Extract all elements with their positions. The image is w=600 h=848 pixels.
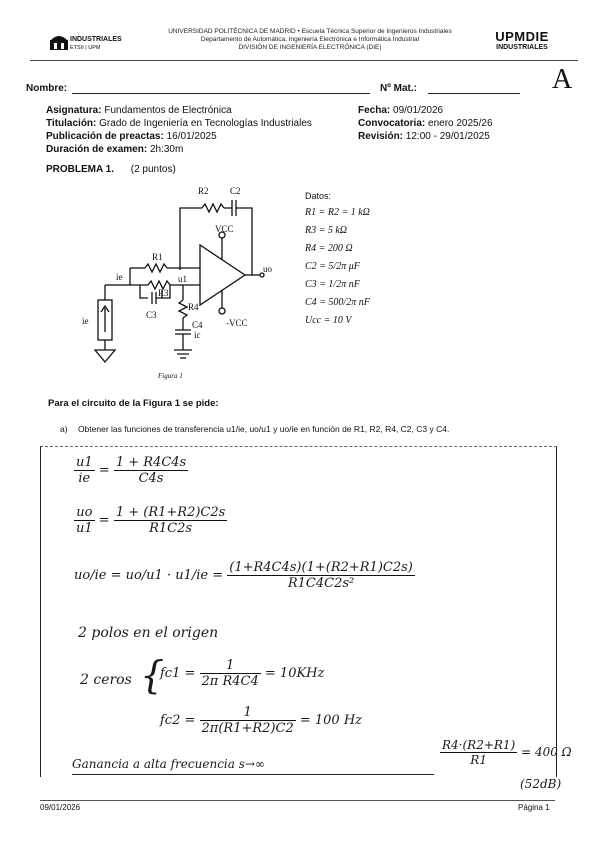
item-a-prefix: a) <box>60 424 68 434</box>
eq1-lhs-den: ie <box>78 471 91 486</box>
exam-info-right <box>358 104 578 143</box>
gain-underline <box>72 774 434 775</box>
fc1-den: 2π R4C4 <box>201 674 259 689</box>
dato-r4: R4 = 200 Ω <box>305 243 353 254</box>
answer-eq3 <box>74 560 415 591</box>
dato-c3: C3 = 1/2π nF <box>305 279 360 290</box>
question-intro: Para el circuito de la Figura 1 se pide: <box>48 398 219 409</box>
eq3-lhs: uo/ie = uo/u1 · u1/ie = <box>74 568 224 583</box>
logo-right-main: UPMDIE <box>495 29 549 44</box>
fc1-value: = 10KHz <box>264 666 325 681</box>
mat-field[interactable] <box>428 93 520 94</box>
mat-label: Nº Mat.: <box>380 83 417 94</box>
label-ie-source: ie <box>82 316 89 326</box>
answer-eq2: $\frac{uo}{u1}$ = $\frac{1 + (R1+R2)C2s}{R1C2s}$ <box>76 505 226 536</box>
answer-zeros-label: 2 ceros <box>80 672 132 688</box>
label-c4: C4 <box>192 320 203 330</box>
label-vcc: VCC <box>215 224 234 234</box>
datos-block <box>305 190 370 327</box>
fc2-den: 2π(R1+R2)C2 <box>201 721 294 736</box>
label-r4: R4 <box>188 302 199 312</box>
logo-right-sub: INDUSTRIALES <box>496 44 548 51</box>
upmdie-logo <box>492 30 552 52</box>
footer-date: 09/01/2026 <box>40 803 81 812</box>
label-c2: C2 <box>230 186 241 196</box>
problem-points: (2 puntos) <box>130 164 176 175</box>
gain-den: R1 <box>470 753 487 767</box>
exam-info-left <box>46 104 346 156</box>
problem-heading <box>46 163 176 176</box>
revision-value: 12:00 - 29/01/2025 <box>405 131 490 142</box>
logo-left-text: INDUSTRIALES <box>70 36 122 43</box>
fc2-value: = 100 Hz <box>299 713 363 728</box>
answer-fc2 <box>160 705 362 736</box>
eq2-rhs-den: R1C2s <box>149 521 193 536</box>
asignatura-value: Fundamentos de Electrónica <box>104 105 232 116</box>
eq3-rhs-den: R1C4C2s² <box>287 576 355 591</box>
answer-eq1: $\frac{u1}{ie}$ = $\frac{1 + R4C4s}{C4s}$ <box>76 455 187 486</box>
duracion-label: Duración de examen: <box>46 144 148 155</box>
fc2-num: 1 <box>200 705 296 721</box>
publicacion-value: 16/01/2025 <box>166 131 217 142</box>
etsii-logo <box>48 32 130 54</box>
circuit-diagram <box>70 180 290 380</box>
institution-header <box>150 28 470 52</box>
fc2-lhs: fc2 = <box>160 713 196 728</box>
eq2-rhs-num: 1 + (R1+R2)C2s <box>115 505 226 520</box>
dato-c4: C4 = 500/2π nF <box>305 297 370 308</box>
dato-r1-r2: R1 = R2 = 1 kΩ <box>305 207 370 218</box>
gain-val: = 400 Ω <box>521 745 572 759</box>
name-label: Nombre: <box>26 83 68 94</box>
label-uo: uo <box>263 264 272 274</box>
titulacion-label: Titulación: <box>46 118 97 129</box>
label-ic: ic <box>194 330 201 340</box>
gain-num: R4·(R2+R1) <box>442 738 516 752</box>
institution-line-1: UNIVERSIDAD POLITÉCNICA DE MADRID • Escuela Técnica Superior de Ingenieros Industriales <box>168 28 452 35</box>
institution-line-2: Departamento de Automática, Ingeniería Electrónica e Informática Industrial <box>200 36 420 43</box>
logo-left-sub: ETSII | UPM <box>70 45 101 51</box>
label-r1: R1 <box>152 252 163 262</box>
answer-fc1 <box>160 658 324 689</box>
label-r3: R3 <box>158 288 169 298</box>
answer-gain-value <box>440 738 572 767</box>
answer-poles: 2 polos en el origen <box>78 625 219 641</box>
exam-version: A <box>552 64 573 95</box>
answer-gain-db: (52dB) <box>520 777 562 791</box>
eq2-lhs-num: uo <box>74 505 95 521</box>
institution-line-3: DIVISIÓN DE INGENIERÍA ELECTRÓNICA (DIE) <box>238 44 382 51</box>
fc1-num: 1 <box>200 658 261 674</box>
answer-gain-text: Ganancia a alta frecuencia s→∞ <box>72 757 265 771</box>
footer-divider <box>40 800 555 801</box>
dato-ucc: Ucc = 10 V <box>305 315 352 326</box>
label-vee: -VCC <box>226 318 248 328</box>
dato-c2: C2 = 5/2π μF <box>305 261 360 272</box>
convocatoria-label: Convocatoria: <box>358 118 426 129</box>
label-c3: C3 <box>146 310 157 320</box>
eq3-rhs-num: (1+R4C4s)(1+(R2+R1)C2s) <box>229 560 413 575</box>
label-u1: u1 <box>178 274 187 284</box>
convocatoria-value: enero 2025/26 <box>428 118 493 129</box>
duracion-value: 2h:30m <box>149 144 184 155</box>
eq1-rhs-den: C4s <box>138 471 164 486</box>
publicacion-label: Publicación de preactas: <box>46 131 164 142</box>
fecha-value: 09/01/2026 <box>393 105 444 116</box>
dato-r3: R3 = 5 kΩ <box>305 225 348 236</box>
datos-title: Datos: <box>305 191 332 201</box>
name-field[interactable] <box>72 93 370 94</box>
eq1-rhs-num: 1 + R4C4s <box>115 455 187 470</box>
label-ie: ie <box>116 272 123 282</box>
footer-page: Página 1 <box>518 803 550 812</box>
fecha-label: Fecha: <box>358 105 391 116</box>
eq2-lhs-den: u1 <box>76 521 93 536</box>
fc1-lhs: fc1 = <box>160 666 196 681</box>
label-r2: R2 <box>198 186 209 196</box>
eq1-lhs-num: u1 <box>76 455 93 470</box>
figure-caption: Figura 1 <box>158 372 183 380</box>
titulacion-value: Grado de Ingeniería en Tecnologías Industriales <box>99 118 312 129</box>
problem-title: PROBLEMA 1. <box>46 164 114 175</box>
header-divider <box>30 60 578 61</box>
revision-label: Revisión: <box>358 131 404 142</box>
zeros-brace: { <box>140 653 165 697</box>
item-a-text: Obtener las funciones de transferencia u1/ie, uo/u1 y uo/ie en función de R1, R2, R4, C2, C3 y C4. <box>77 424 450 434</box>
question-item-a <box>60 424 560 434</box>
asignatura-label: Asignatura: <box>46 105 102 116</box>
